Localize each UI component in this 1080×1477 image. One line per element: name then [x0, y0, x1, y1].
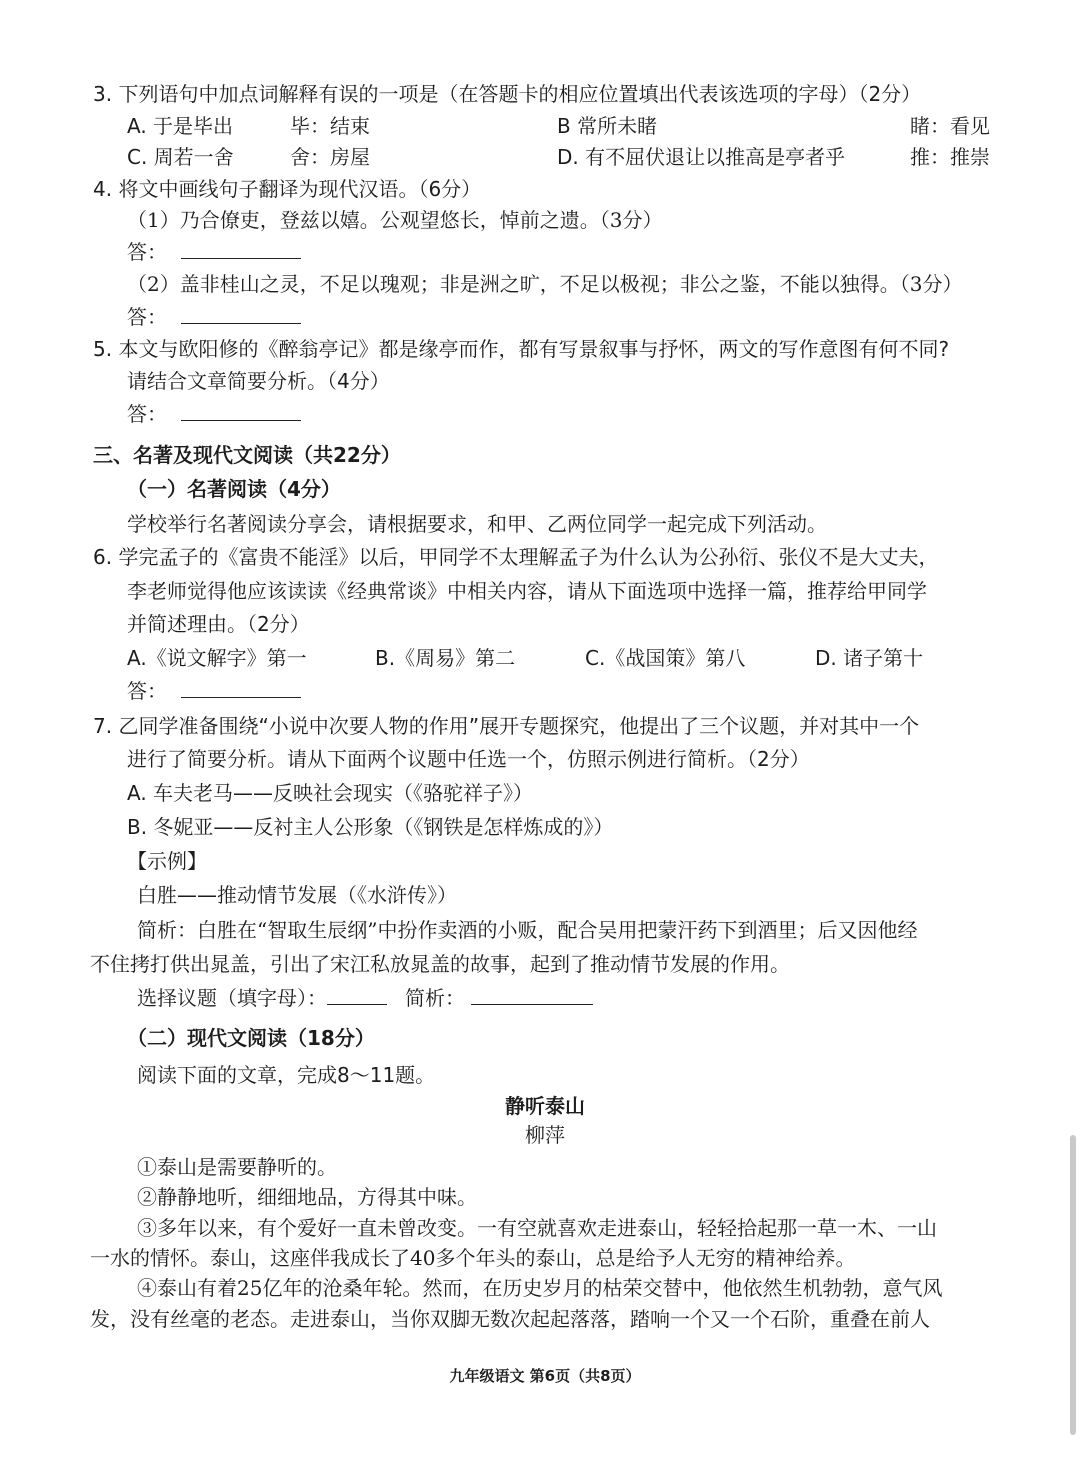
- q6-answer: [127, 677, 301, 705]
- q4-stem: 4. 将文中画线句子翻译为现代汉语。（6分）: [93, 177, 482, 201]
- q3-stem: 3. 下列语句中加点词解释有误的一项是（在答题卡的相应位置填出代表该选项的字母）（2分）: [93, 82, 922, 106]
- answer-blank: [181, 305, 301, 324]
- q4-sentence-1: （1）乃合僚吏，登兹以嬉。公观望悠长，悼前之遗。（3分）: [127, 208, 663, 232]
- q3-option-c: C. 周若一舍: [127, 145, 234, 169]
- q3-option-c-gloss: 舍：房屋: [290, 145, 370, 169]
- q3-option-b: B 常所未睹: [557, 114, 658, 138]
- q5-stem: 5. 本文与欧阳修的《醉翁亭记》都是缘亭而作，都有写景叙事与抒怀，两文的写作意图有何不同?: [93, 337, 950, 361]
- q7-example-line-1: 简析：白胜在“智取生辰纲”中扮作卖酒的小贩，配合吴用把蒙汗药下到酒里；后又因他经: [137, 918, 918, 942]
- answer-blank: [181, 402, 301, 421]
- answer-blank: [181, 679, 301, 698]
- page-footer: 九年级语文 第6页（共8页）: [449, 1367, 641, 1385]
- section-3-title: 三、名著及现代文阅读（共22分）: [93, 443, 401, 467]
- q4-answer-1: [127, 238, 301, 266]
- answer-label: 答：: [127, 305, 167, 329]
- article-author: 柳萍: [525, 1123, 565, 1147]
- choose-topic-label: 选择议题（填字母）：: [137, 986, 327, 1010]
- q3-option-d-gloss: 推：推崇: [910, 145, 990, 169]
- q3-option-b-gloss: 睹：看见: [910, 114, 990, 138]
- analysis-blank: [471, 986, 593, 1005]
- q6-option-d: D. 诸子第十: [815, 646, 924, 670]
- article-paragraph-1: ①泰山是需要静听的。: [137, 1155, 337, 1179]
- article-paragraph-3-line-1: ③多年以来，有个爱好一直未曾改变。一有空就喜欢走进泰山，轻轻拾起那一草一木、一山: [137, 1216, 937, 1240]
- q6-option-c: C.《战国策》第八: [585, 646, 746, 670]
- article-paragraph-2: ②静静地听，细细地品，方得其中味。: [137, 1185, 477, 1209]
- vertical-scrollbar[interactable]: [1070, 1135, 1076, 1435]
- part-2-intro: 阅读下面的文章，完成8～11题。: [137, 1063, 436, 1087]
- q4-sentence-2: （2）盖非桂山之灵，不足以瑰观；非是洲之旷，不足以极视；非公之鉴，不能以独得。（3分）: [127, 272, 963, 296]
- q6-option-a: A.《说文解字》第一: [127, 646, 307, 670]
- answer-blank: [181, 240, 301, 259]
- q3-option-a-gloss: 毕：结束: [290, 114, 370, 138]
- q7-option-a: A. 车夫老马——反映社会现实（《骆驼祥子》）: [127, 781, 534, 805]
- q3-option-a: A. 于是毕出: [127, 114, 234, 138]
- q6-line-3: 并简述理由。（2分）: [127, 612, 310, 636]
- q7-example-label: 【示例】: [127, 849, 207, 873]
- article-paragraph-3-line-2: 一水的情怀。泰山，这座伴我成长了40多个年头的泰山，总是给予人无穷的精神给养。: [90, 1246, 856, 1270]
- q6-option-b: B.《周易》第二: [375, 646, 516, 670]
- q6-line-1: 6. 学完孟子的《富贵不能淫》以后，甲同学不太理解孟子为什么认为公孙衍、张仪不是大丈夫，: [93, 545, 939, 569]
- q7-option-b: B. 冬妮亚——反衬主人公形象（《钢铁是怎样炼成的》）: [127, 815, 614, 839]
- part-1-intro: 学校举行名著阅读分享会，请根据要求，和甲、乙两位同学一起完成下列活动。: [127, 512, 827, 536]
- q7-example-title: 白胜——推动情节发展（《水浒传》）: [137, 883, 457, 907]
- q3-option-d: D. 有不屈伏退让以推高是亭者乎: [557, 145, 846, 169]
- q6-line-2: 李老师觉得他应该读读《经典常谈》中相关内容，请从下面选项中选择一篇，推荐给甲同学: [127, 579, 927, 603]
- article-title: 静听泰山: [505, 1094, 585, 1118]
- q7-example-line-2: 不住拷打供出晁盖，引出了宋江私放晁盖的故事，起到了推动情节发展的作用。: [90, 952, 790, 976]
- q5-stem-2: 请结合文章简要分析。（4分）: [127, 369, 390, 393]
- part-1-title: （一）名著阅读（4分）: [127, 477, 341, 501]
- q7-line-2: 进行了简要分析。请从下面两个议题中任选一个，仿照示例进行简析。（2分）: [127, 747, 810, 771]
- q7-line-1: 7. 乙同学准备围绕“小说中次要人物的作用”展开专题探究，他提出了三个议题，并对其中一个: [93, 714, 920, 738]
- article-paragraph-4-line-2: 发，没有丝毫的老态。走进泰山，当你双脚无数次起起落落，踏响一个又一个石阶，重叠在前人: [90, 1307, 930, 1331]
- q4-answer-2: [127, 303, 301, 331]
- answer-label: 答：: [127, 240, 167, 264]
- q7-response-row: [137, 984, 593, 1012]
- part-2-title: （二）现代文阅读（18分）: [127, 1026, 375, 1050]
- answer-label: 答：: [127, 402, 167, 426]
- analysis-label: 简析：: [405, 986, 465, 1010]
- article-paragraph-4-line-1: ④泰山有着25亿年的沧桑年轮。然而，在历史岁月的枯荣交替中，他依然生机勃勃，意气风: [137, 1276, 943, 1300]
- answer-label: 答：: [127, 679, 167, 703]
- choose-topic-blank: [327, 986, 387, 1005]
- q5-answer: [127, 400, 301, 428]
